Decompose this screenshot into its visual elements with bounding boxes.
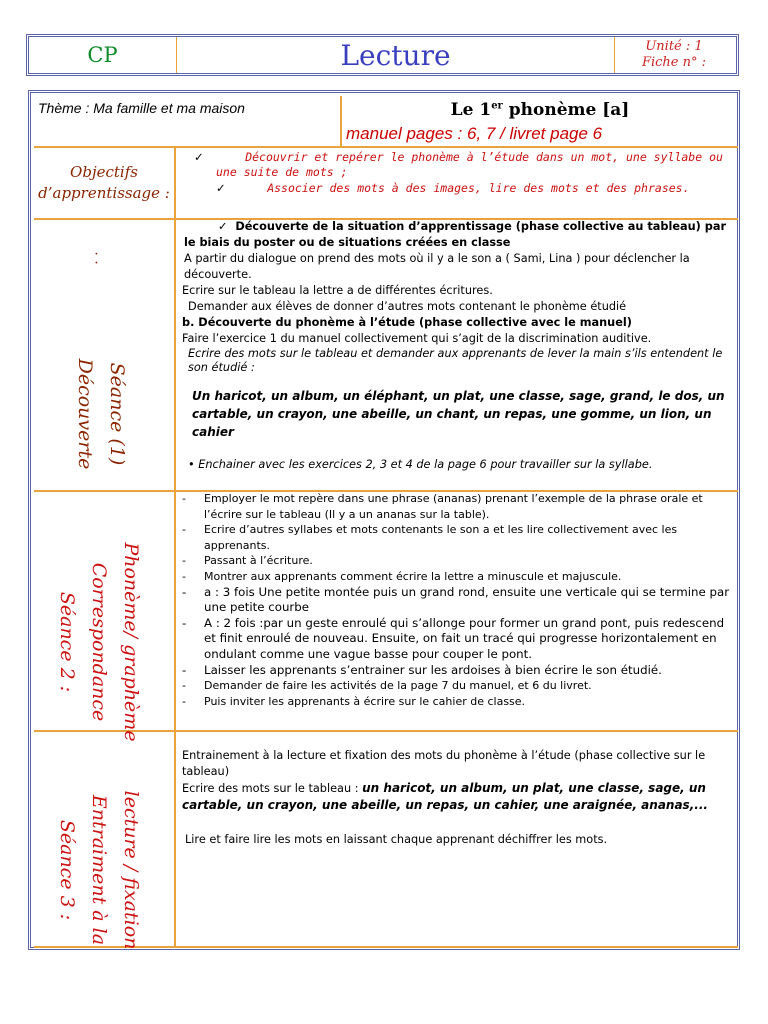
objective-item <box>194 181 734 196</box>
seance1-p3: Demander aux élèves de donner d’autres mots contenant le phonème étudié <box>188 300 627 313</box>
list-item: - Demander de faire les activités de la page 7 du manuel, et 6 du livret. <box>182 678 738 694</box>
seance3-p2-prefix: Ecrire des mots sur le tableau : <box>182 782 363 795</box>
seance1-label-line2: Découverte <box>74 358 96 470</box>
seance2-label <box>51 527 147 757</box>
seance1-b-title: b. Découverte du phonème à l’étude (phase collective avec le manuel) <box>182 316 632 329</box>
seance1-p6: • Enchainer avec les exercices 2, 3 et 4 de la page 6 pour travailler sur la syllabe. <box>188 458 653 471</box>
check-icon: ✓ <box>216 181 226 195</box>
list-item: - Employer le mot repère dans une phrase (ananas) prenant l’exemple de la phrase orale et l’écrire sur le tableau (Il y a un ananas sur la table). <box>182 491 738 522</box>
row-divider <box>34 146 738 148</box>
seance1-p4: Faire l’exercice 1 du manuel collectivement qui s’agit de la discrimination auditive. <box>182 332 652 345</box>
seance3-p2-words: un haricot, un album, un plat, une classe, sage, un cartable, un crayon, une abeille, un repas, un cahier, une araignée, ananas,... <box>182 781 708 812</box>
seance1-p5: Ecrire des mots sur le tableau et demander aux apprenants de lever la main s’ils entendent le son étudié : <box>188 347 723 374</box>
title-prefix: Le 1 <box>450 100 492 120</box>
seance3-label <box>51 755 147 985</box>
theme-label: Thème : Ma famille et ma maison <box>38 100 245 116</box>
seance1-a <box>182 219 738 251</box>
objective-text: Associer des mots à des images, lire des mots et des phrases. <box>267 181 690 195</box>
list-item: - Laisser les apprenants s’entrainer sur les ardoises à bien écrire le son étudié. <box>182 663 738 679</box>
seance2-content <box>182 491 738 709</box>
seance3-label-line1: Séance 3 : <box>56 819 78 921</box>
list-item: - A : 2 fois :par un geste enroulé qui s’allonge pour former un grand pont, puis redescend et finit enroulé de nouveau. Ensuite, on fait un tracé qui progresse horizontalement en ondulant comme une vague basse pour couper le pont. <box>182 616 738 663</box>
level-label: CP <box>87 43 118 67</box>
list-item: - a : 3 fois Une petite montée puis un grand rond, ensuite une verticale qui se termine par une petite courbe <box>182 585 738 616</box>
objectives-list <box>194 150 734 196</box>
pages-reference: manuel pages : 6, 7 / livret page 6 <box>346 124 603 143</box>
list-item: - Passant à l’écriture. <box>182 553 738 569</box>
title-suffix: phonème [a] <box>502 100 630 120</box>
column-divider <box>174 146 176 948</box>
seance2-label-line1: Séance 2 : <box>56 591 78 693</box>
seance1-p1: A partir du dialogue on prend des mots où il y a le son a ( Sami, Lina ) pour déclencher la découverte. <box>184 252 690 281</box>
seance3-p1: Entrainement à la lecture et fixation des mots du phonème à l’étude (phase collective sur le tableau) <box>182 749 706 778</box>
unit-box <box>612 37 736 73</box>
seance3-p3: Lire et faire lire les mots en laissant chaque apprenant déchiffrer les mots. <box>185 833 608 846</box>
title-sup: er <box>491 100 503 112</box>
seance1-dots: . . <box>91 251 108 265</box>
seance3-label-line2: Entraiment à la <box>88 794 110 946</box>
seance1-content <box>182 219 738 473</box>
list-item: - Puis inviter les apprenants à écrire sur le cahier de classe. <box>182 694 738 710</box>
objective-item <box>194 150 734 180</box>
seance2-label-line3: Phonème/ graphème <box>120 542 142 742</box>
seance2-label-line2: Correspondance <box>88 562 110 722</box>
seance3-label-line3: lecture / fixation <box>120 790 142 950</box>
seance1-words: Un haricot, un album, un éléphant, un plat, une classe, sage, grand, le dos, un cartable, un crayon, une abeille, un chant, un repas, une gomme, un lion, un cahier <box>192 389 725 439</box>
seance3-content <box>182 748 738 848</box>
seance1-label-line1: Séance (1) <box>106 362 128 466</box>
unit-label: Unité : 1 <box>645 39 703 54</box>
header-bar <box>26 34 739 76</box>
lesson-title <box>342 100 738 120</box>
subject-title: Lecture <box>176 37 615 73</box>
seance1-p2: Ecrire sur le tableau la lettre a de différentes écritures. <box>182 284 493 297</box>
list-item: - Montrer aux apprenants comment écrire la lettre a minuscule et majuscule. <box>182 569 738 585</box>
seance1-label <box>69 324 133 504</box>
check-icon: ✓ <box>194 150 204 164</box>
sheet-label: Fiche n° : <box>641 55 707 70</box>
objectives-label-line2: d’apprentissage : <box>38 184 170 202</box>
seance1-a-title: Découverte de la situation d’apprentissage (phase collective au tableau) par le biais du poster ou de situations créées en classe <box>184 220 727 249</box>
seance3-p2 <box>182 780 738 814</box>
objectives-label <box>34 162 174 204</box>
list-item: - Ecrire d’autres syllabes et mots contenants le son a et les lire collectivement avec les apprenants. <box>182 522 738 553</box>
check-icon: ✓ <box>218 220 228 233</box>
seance2-list <box>182 491 738 709</box>
objectives-label-line1: Objectifs <box>70 163 138 181</box>
objective-text: Découvrir et repérer le phonème à l’étude dans un mot, une syllabe ou une suite de mots ; <box>216 150 723 179</box>
